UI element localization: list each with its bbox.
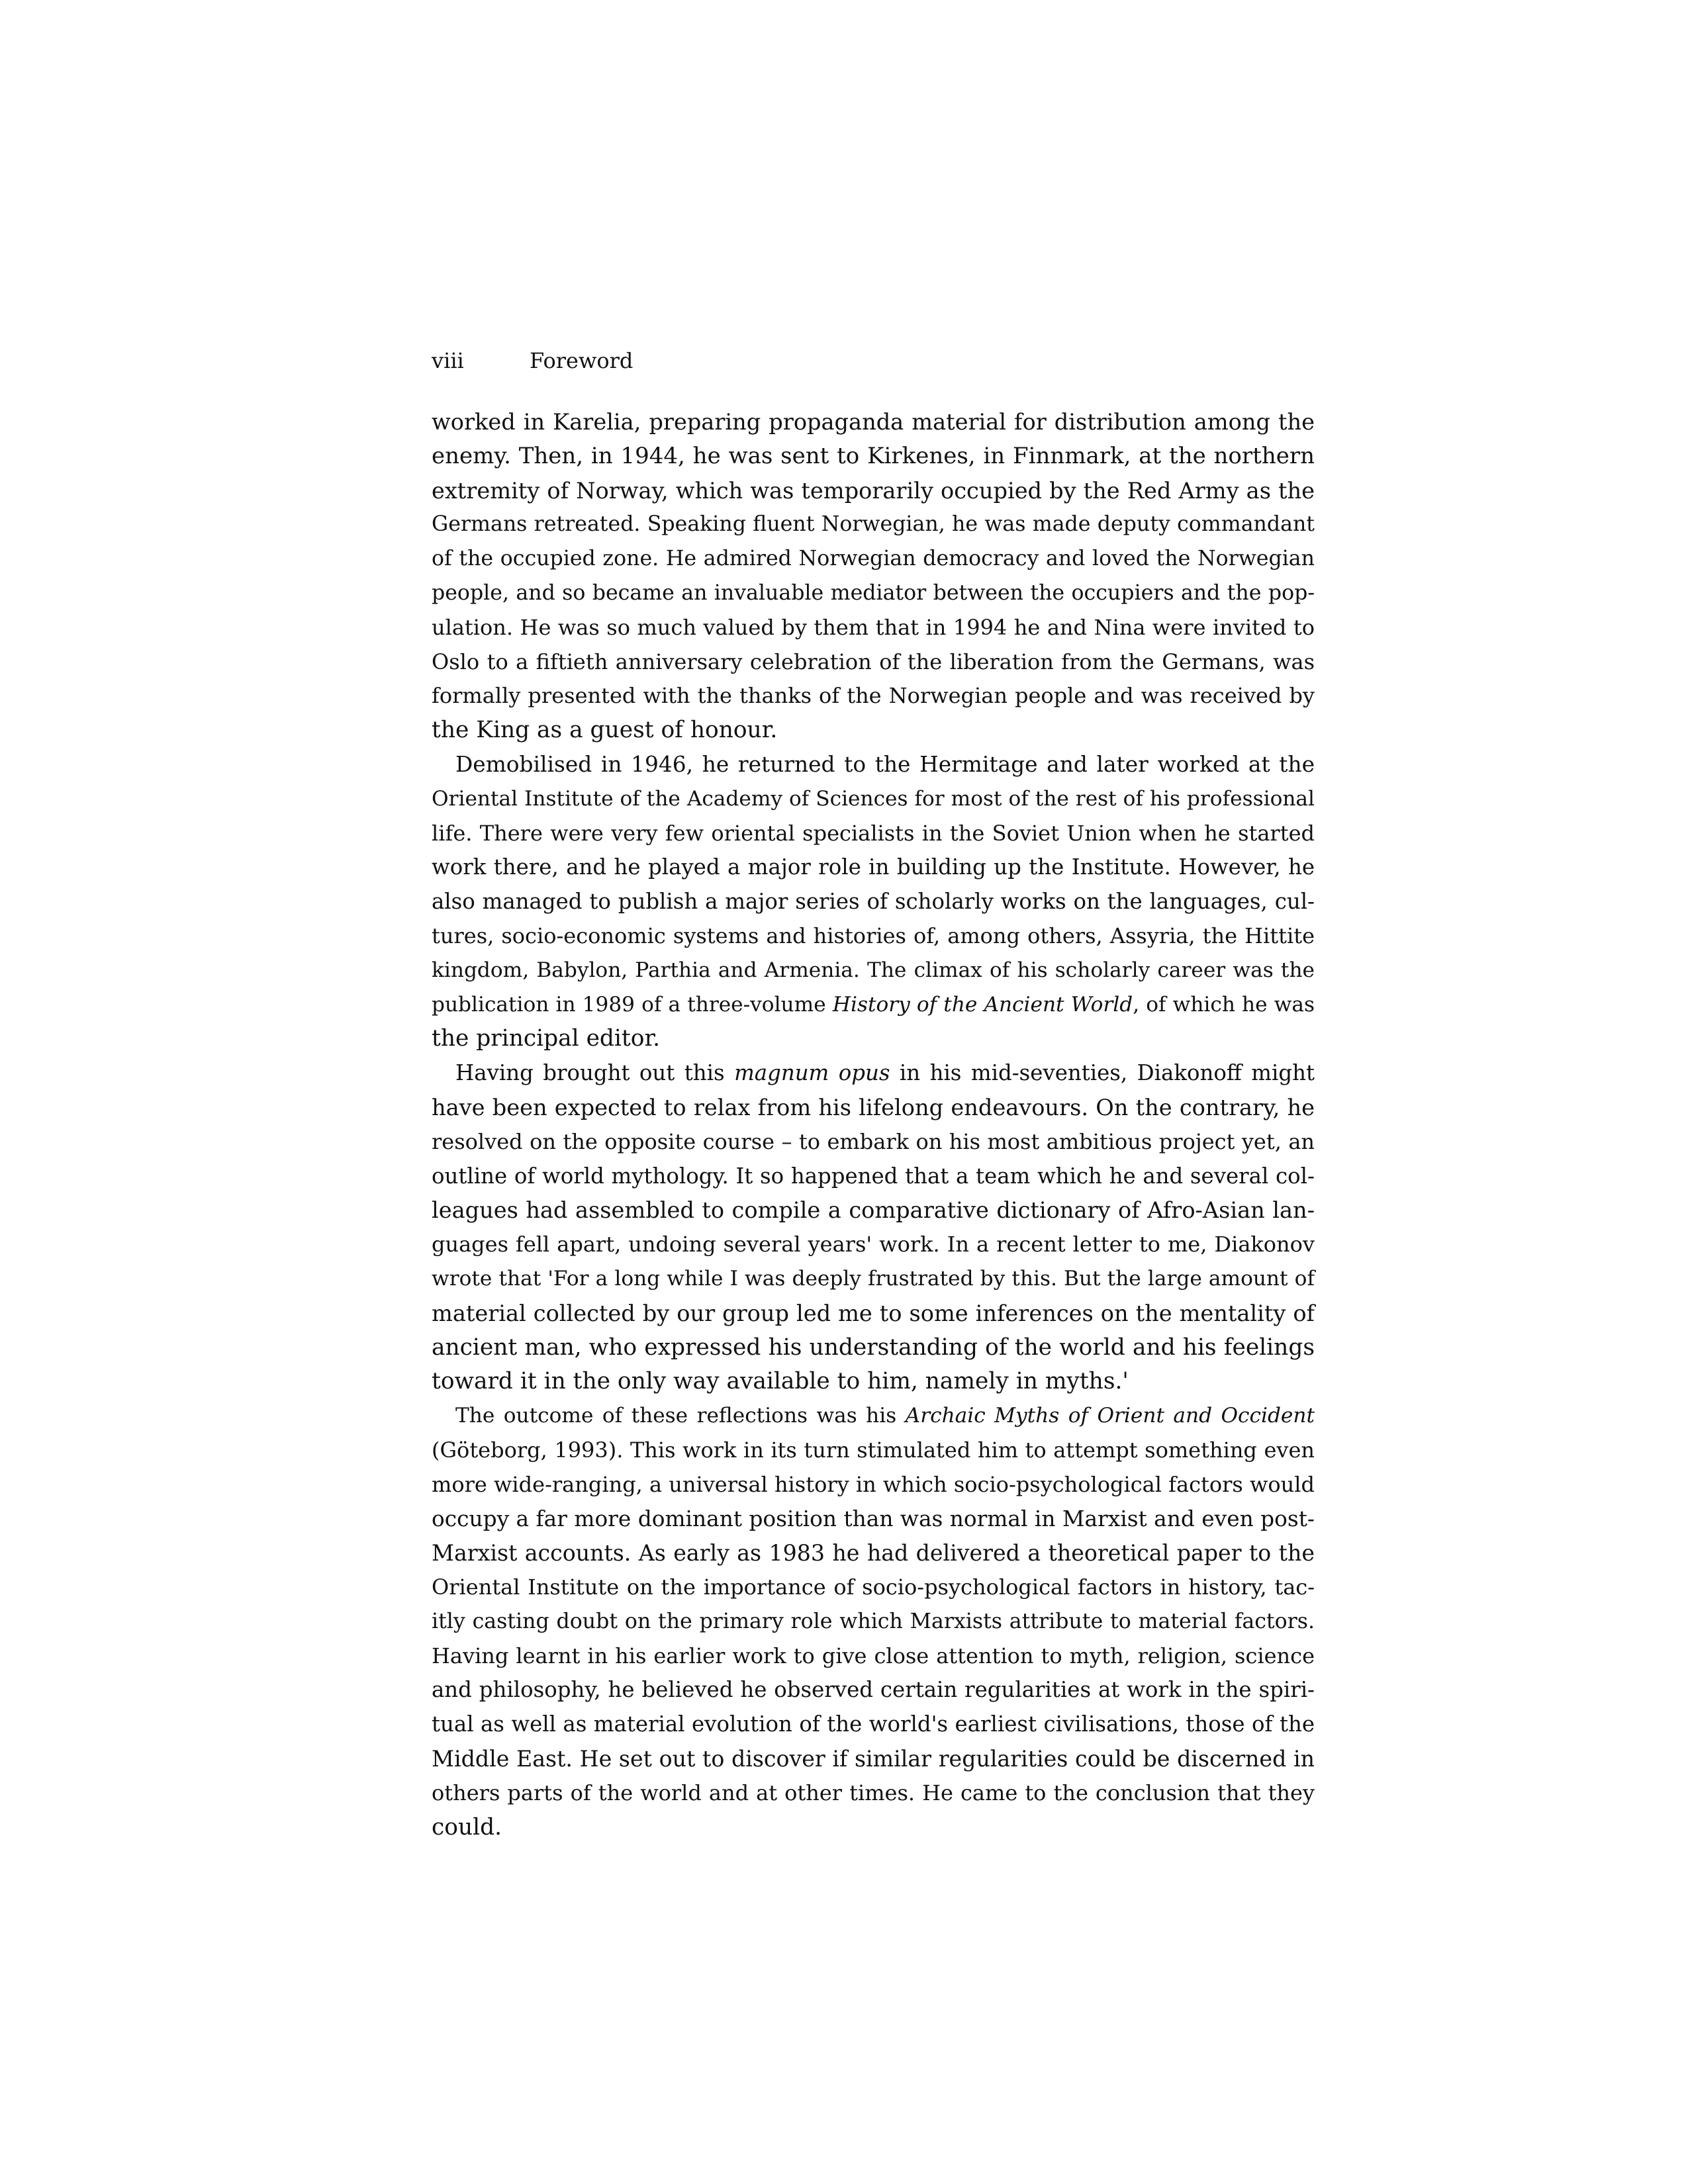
text-line: Oriental Institute of the Academy of Sciences for most of the rest of his professional xyxy=(432,786,1315,811)
body-text xyxy=(432,405,1315,1844)
book-title: History of the Ancient World xyxy=(832,992,1133,1017)
text-run: in his mid-seventies, Diakonoff might xyxy=(890,1060,1315,1086)
text-line: enemy. Then, in 1944, he was sent to Kirkenes, in Finnmark, at the northern xyxy=(432,442,1315,469)
text-line: Germans retreated. Speaking fluent Norwegian, he was made deputy commandant xyxy=(432,512,1315,537)
text-line: (Göteborg, 1993). This work in its turn stimulated him to attempt something even xyxy=(432,1437,1315,1463)
text-line: also managed to publish a major series of scholarly works on the languages, cul- xyxy=(432,889,1315,915)
text-line: Demobilised in 1946, he returned to the Hermitage and later worked at the xyxy=(455,751,1315,777)
text-run: , of which he was xyxy=(1133,992,1315,1017)
text-line: and philosophy, he believed he observed certain regularities at work in the spiri- xyxy=(432,1677,1315,1703)
text-line: resolved on the opposite course – to embark on his most ambitious project yet, an xyxy=(432,1128,1315,1154)
text-run: publication in 1989 of a three-volume xyxy=(432,992,833,1017)
paragraph-1 xyxy=(432,405,1315,748)
text-line: Middle East. He set out to discover if similar regularities could be discerned in xyxy=(432,1746,1315,1772)
text-line: Marxist accounts. As early as 1983 he had delivered a theoretical paper to the xyxy=(432,1540,1315,1567)
paragraph-3 xyxy=(432,1056,1315,1399)
running-title: Foreword xyxy=(530,348,633,373)
text-line: extremity of Norway, which was temporarily occupied by the Red Army as the xyxy=(432,477,1315,504)
text-line: leagues had assembled to compile a comparative dictionary of Afro-Asian lan- xyxy=(432,1197,1315,1224)
text-line: tual as well as material evolution of the world's earliest civilisations, those of the xyxy=(432,1711,1315,1737)
paragraph-4 xyxy=(432,1399,1315,1844)
text-line: Oslo to a fiftieth anniversary celebration of the liberation from the Germans, was xyxy=(432,649,1315,674)
text-line: material collected by our group led me to some inferences on the mentality of xyxy=(432,1300,1315,1326)
text-line: people, and so became an invaluable mediator between the occupiers and the pop- xyxy=(432,580,1315,605)
text-line: of the occupied zone. He admired Norwegian democracy and loved the Norwegian xyxy=(432,547,1315,571)
text-line: worked in Karelia, preparing propaganda material for distribution among the xyxy=(432,409,1315,435)
text-line: formally presented with the thanks of the Norwegian people and was received by xyxy=(432,683,1315,709)
book-title: Archaic Myths of Orient and Occident xyxy=(905,1404,1315,1428)
paragraph-2 xyxy=(432,748,1315,1056)
text-line: tures, socio-economic systems and histories of, among others, Assyria, the Hittite xyxy=(432,923,1315,948)
text-line: kingdom, Babylon, Parthia and Armenia. The climax of his scholarly career was the xyxy=(432,958,1315,982)
text-line: could. xyxy=(432,1813,502,1841)
text-line: the principal editor. xyxy=(432,1025,661,1052)
running-head xyxy=(432,345,1319,376)
text-line xyxy=(432,988,1315,1023)
text-line: life. There were very few oriental specialists in the Soviet Union when he started xyxy=(432,820,1315,846)
text-run: The outcome of these reflections was his xyxy=(455,1404,906,1428)
text-line: more wide-ranging, a universal history in which socio-psychological factors would xyxy=(432,1471,1315,1497)
text-line: have been expected to relax from his lifelong endeavours. On the contrary, he xyxy=(432,1094,1315,1120)
italic-phrase: magnum opus xyxy=(734,1060,890,1086)
text-line: toward it in the only way available to him, namely in myths.' xyxy=(432,1368,1129,1395)
text-line: work there, and he played a major role in building up the Institute. However, he xyxy=(432,854,1315,880)
text-line: outline of world mythology. It so happened that a team which he and several col- xyxy=(432,1163,1315,1189)
text-line: guages fell apart, undoing several years' work. In a recent letter to me, Diakonov xyxy=(432,1232,1315,1257)
text-line: wrote that 'For a long while I was deeply frustrated by this. But the large amount of xyxy=(432,1266,1315,1291)
text-line xyxy=(432,1399,1315,1433)
text-line: Oriental Institute on the importance of socio-psychological factors in history, tac- xyxy=(432,1574,1315,1600)
text-line: others parts of the world and at other times. He came to the conclusion that they xyxy=(432,1780,1315,1805)
text-line: itly casting doubt on the primary role which Marxists attribute to material factors. xyxy=(432,1609,1315,1633)
text-line: Having learnt in his earlier work to give close attention to myth, religion, science xyxy=(432,1643,1315,1668)
page-number: viii xyxy=(432,348,464,373)
text-line: ancient man, who expressed his understanding of the world and his feelings xyxy=(432,1334,1315,1361)
text-line: occupy a far more dominant position than was normal in Marxist and even post- xyxy=(432,1506,1315,1531)
text-line: ulation. He was so much valued by them that in 1994 he and Nina were invited to xyxy=(432,614,1315,640)
text-line xyxy=(432,1056,1315,1091)
text-run: Having brought out this xyxy=(455,1060,735,1086)
text-line: the King as a guest of honour. xyxy=(432,717,778,744)
